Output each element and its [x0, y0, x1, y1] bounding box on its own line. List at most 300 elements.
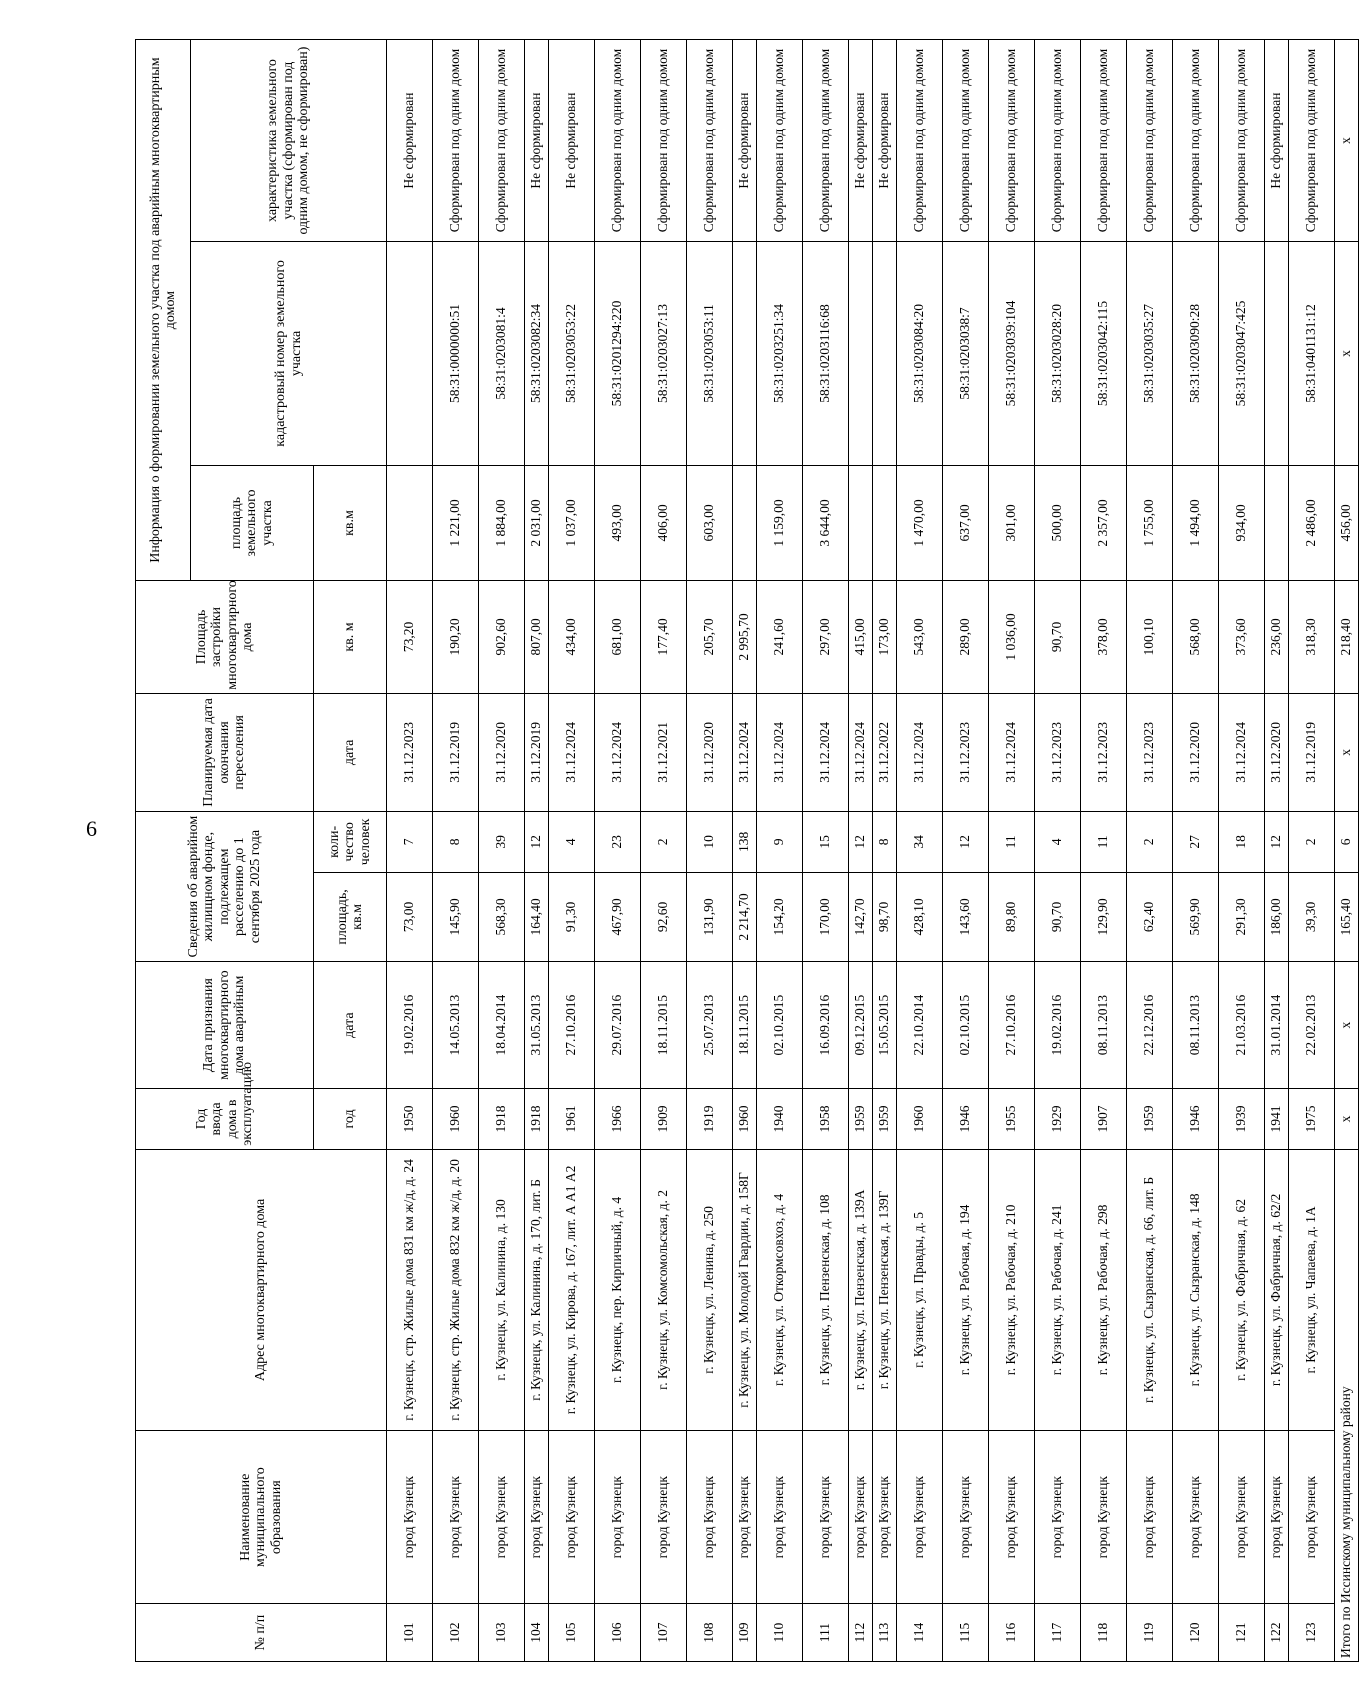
- row-year: 1960: [897, 1089, 943, 1150]
- row-year: 1960: [733, 1089, 757, 1150]
- row-land-char: Не сформирован: [1265, 40, 1289, 242]
- row-build-area: 373,60: [1219, 581, 1265, 694]
- row-resettle-date: 31.12.2024: [733, 693, 757, 811]
- row-fund-people: 12: [849, 812, 873, 873]
- table-body: [387, 40, 1359, 1662]
- table-row: [943, 40, 989, 1662]
- row-municipality: город Кузнецк: [595, 1431, 641, 1604]
- row-fund-people: 4: [1035, 812, 1081, 873]
- row-municipality: город Кузнецк: [1265, 1431, 1289, 1604]
- table-row: [433, 40, 479, 1662]
- row-year: 1907: [1081, 1089, 1127, 1150]
- row-build-area: 100,10: [1127, 581, 1173, 694]
- header-fund-people: коли-чество человек: [314, 812, 387, 873]
- table-row: [849, 40, 873, 1662]
- row-recog-date: 18.04.2014: [479, 962, 525, 1089]
- row-municipality: город Кузнецк: [943, 1431, 989, 1604]
- row-address: г. Кузнецк, ул. Рабочая, д. 194: [943, 1149, 989, 1430]
- row-land-char: Сформирован под одним домом: [479, 40, 525, 242]
- rotated-table-container: [135, 39, 1354, 1662]
- row-recog-date: 08.11.2013: [1173, 962, 1219, 1089]
- row-cadastral: 58:31:0203039:104: [989, 242, 1035, 466]
- row-year: 1959: [1127, 1089, 1173, 1150]
- row-year: 1959: [873, 1089, 897, 1150]
- row-fund-area: 145,90: [433, 872, 479, 961]
- row-land-char: Не сформирован: [387, 40, 433, 242]
- row-resettle-date: 31.12.2020: [687, 693, 733, 811]
- row-year: 1929: [1035, 1089, 1081, 1150]
- header-municipality: Наименование муниципального образования: [136, 1431, 387, 1604]
- row-cadastral: [733, 242, 757, 466]
- row-fund-people: 18: [1219, 812, 1265, 873]
- row-cadastral: [873, 242, 897, 466]
- row-land-char: Сформирован под одним домом: [1127, 40, 1173, 242]
- row-land-char: Сформирован под одним домом: [1081, 40, 1127, 242]
- table-header: [136, 40, 387, 1662]
- header-fund-group: Сведения об аварийном жилищном фонде, подлежащем расселению до 1 сентября 2025 года: [136, 812, 314, 962]
- row-cadastral: 58:31:0203251:34: [757, 242, 803, 466]
- row-resettle-date: 31.12.2023: [943, 693, 989, 811]
- row-land-area: 1 159,00: [757, 465, 803, 580]
- row-year: 1946: [943, 1089, 989, 1150]
- row-cadastral: 58:31:0203053:11: [687, 242, 733, 466]
- row-fund-people: 23: [595, 812, 641, 873]
- row-cadastral: 58:31:0203038:7: [943, 242, 989, 466]
- row-resettle-date: 31.12.2022: [873, 693, 897, 811]
- row-fund-people: 2: [1289, 812, 1335, 873]
- row-address: г. Кузнецк, ул. Калинина, д. 170, лит. Б: [525, 1149, 549, 1430]
- row-land-area: 637,00: [943, 465, 989, 580]
- row-fund-area: 142,70: [849, 872, 873, 961]
- row-address: г. Кузнецк, ул. Рабочая, д. 241: [1035, 1149, 1081, 1430]
- row-land-area: [387, 465, 433, 580]
- row-recog-date: 21.03.2016: [1219, 962, 1265, 1089]
- row-municipality: город Кузнецк: [803, 1431, 849, 1604]
- row-fund-area: 569,90: [1173, 872, 1219, 961]
- row-fund-area: 428,10: [897, 872, 943, 961]
- total-char: х: [1335, 40, 1359, 242]
- row-fund-people: 15: [803, 812, 849, 873]
- row-address: г. Кузнецк, ул. Калинина, д. 130: [479, 1149, 525, 1430]
- row-municipality: город Кузнецк: [479, 1431, 525, 1604]
- row-build-area: 902,60: [479, 581, 525, 694]
- row-recog-date: 18.11.2015: [733, 962, 757, 1089]
- row-address: г. Кузнецк, ул. Ленина, д. 250: [687, 1149, 733, 1430]
- row-num: 111: [803, 1604, 849, 1662]
- header-recog-date: дата: [314, 962, 387, 1089]
- row-year: 1941: [1265, 1089, 1289, 1150]
- row-num: 103: [479, 1604, 525, 1662]
- row-build-area: 434,00: [549, 581, 595, 694]
- total-recog: х: [1335, 962, 1359, 1089]
- row-land-char: Сформирован под одним домом: [757, 40, 803, 242]
- row-recog-date: 19.02.2016: [387, 962, 433, 1089]
- page-number: 6: [86, 816, 97, 841]
- row-municipality: город Кузнецк: [733, 1431, 757, 1604]
- row-build-area: 1 036,00: [989, 581, 1035, 694]
- row-land-char: Не сформирован: [849, 40, 873, 242]
- table-row: [1265, 40, 1289, 1662]
- row-fund-area: 98,70: [873, 872, 897, 961]
- row-num: 119: [1127, 1604, 1173, 1662]
- total-label: Итого по Иссинскому муниципальному району: [1335, 1149, 1359, 1661]
- row-num: 112: [849, 1604, 873, 1662]
- row-address: г. Кузнецк, ул. Откормсовхоз, д. 4: [757, 1149, 803, 1430]
- row-land-char: Сформирован под одним домом: [1219, 40, 1265, 242]
- row-cadastral: [387, 242, 433, 466]
- housing-table: [135, 39, 1359, 1662]
- row-num: 114: [897, 1604, 943, 1662]
- row-year: 1918: [479, 1089, 525, 1150]
- row-recog-date: 22.10.2014: [897, 962, 943, 1089]
- row-municipality: город Кузнецк: [989, 1431, 1035, 1604]
- row-fund-area: 73,00: [387, 872, 433, 961]
- row-land-char: Не сформирован: [733, 40, 757, 242]
- row-fund-area: 291,30: [1219, 872, 1265, 961]
- row-build-area: 568,00: [1173, 581, 1219, 694]
- row-build-area: 190,20: [433, 581, 479, 694]
- row-recog-date: 15.05.2015: [873, 962, 897, 1089]
- row-fund-people: 10: [687, 812, 733, 873]
- row-address: г. Кузнецк, ул. Кирова, д. 167, лит. А А1 А2: [549, 1149, 595, 1430]
- header-resettle-group: Планируемая дата окончания переселения: [136, 693, 314, 811]
- row-land-area: 1 494,00: [1173, 465, 1219, 580]
- row-land-char: Сформирован под одним домом: [803, 40, 849, 242]
- row-resettle-date: 31.12.2023: [1127, 693, 1173, 811]
- row-build-area: 543,00: [897, 581, 943, 694]
- row-address: г. Кузнецк, пер. Кирпичный, д. 4: [595, 1149, 641, 1430]
- row-fund-people: 12: [525, 812, 549, 873]
- table-row: [1173, 40, 1219, 1662]
- table-row: [1081, 40, 1127, 1662]
- row-municipality: город Кузнецк: [525, 1431, 549, 1604]
- row-num: 122: [1265, 1604, 1289, 1662]
- row-num: 116: [989, 1604, 1035, 1662]
- row-land-area: 3 644,00: [803, 465, 849, 580]
- header-fund-area: площадь, кв.м: [314, 872, 387, 961]
- row-year: 1958: [803, 1089, 849, 1150]
- row-resettle-date: 31.12.2019: [433, 693, 479, 811]
- row-recog-date: 25.07.2013: [687, 962, 733, 1089]
- row-cadastral: [1265, 242, 1289, 466]
- row-fund-area: 90,70: [1035, 872, 1081, 961]
- row-cadastral: 58:31:0203082:34: [525, 242, 549, 466]
- row-land-area: 1 884,00: [479, 465, 525, 580]
- row-land-area: 1 221,00: [433, 465, 479, 580]
- table-row: [641, 40, 687, 1662]
- row-fund-area: 131,90: [687, 872, 733, 961]
- row-resettle-date: 31.12.2023: [1081, 693, 1127, 811]
- row-resettle-date: 31.12.2024: [757, 693, 803, 811]
- row-recog-date: 22.12.2016: [1127, 962, 1173, 1089]
- table-row: [595, 40, 641, 1662]
- row-cadastral: 58:31:0203027:13: [641, 242, 687, 466]
- row-land-area: [849, 465, 873, 580]
- row-num: 102: [433, 1604, 479, 1662]
- table-row: [1219, 40, 1265, 1662]
- row-municipality: город Кузнецк: [1035, 1431, 1081, 1604]
- row-address: г. Кузнецк, стр. Жилые дома 831 км ж/д, д. 24: [387, 1149, 433, 1430]
- row-fund-area: 92,60: [641, 872, 687, 961]
- row-land-area: 934,00: [1219, 465, 1265, 580]
- row-fund-area: 568,30: [479, 872, 525, 961]
- row-land-area: 2 357,00: [1081, 465, 1127, 580]
- row-land-char: Не сформирован: [549, 40, 595, 242]
- row-build-area: 415,00: [849, 581, 873, 694]
- row-cadastral: [849, 242, 873, 466]
- row-municipality: город Кузнецк: [1127, 1431, 1173, 1604]
- row-build-area: 807,00: [525, 581, 549, 694]
- row-recog-date: 19.02.2016: [1035, 962, 1081, 1089]
- row-fund-area: 186,00: [1265, 872, 1289, 961]
- row-fund-people: 27: [1173, 812, 1219, 873]
- table-row: [549, 40, 595, 1662]
- row-recog-date: 27.10.2016: [989, 962, 1035, 1089]
- row-build-area: 318,30: [1289, 581, 1335, 694]
- row-municipality: город Кузнецк: [641, 1431, 687, 1604]
- total-land: 456,00: [1335, 465, 1359, 580]
- row-recog-date: 09.12.2015: [849, 962, 873, 1089]
- row-recog-date: 31.01.2014: [1265, 962, 1289, 1089]
- table-row: [1127, 40, 1173, 1662]
- row-year: 1961: [549, 1089, 595, 1150]
- table-row: [989, 40, 1035, 1662]
- header-num: № п/п: [136, 1604, 387, 1662]
- row-build-area: 681,00: [595, 581, 641, 694]
- row-land-area: [873, 465, 897, 580]
- row-num: 101: [387, 1604, 433, 1662]
- row-build-area: 289,00: [943, 581, 989, 694]
- row-land-area: 493,00: [595, 465, 641, 580]
- table-row: [757, 40, 803, 1662]
- row-resettle-date: 31.12.2021: [641, 693, 687, 811]
- row-cadastral: 58:31:0203035:27: [1127, 242, 1173, 466]
- row-fund-people: 34: [897, 812, 943, 873]
- row-land-area: 1 037,00: [549, 465, 595, 580]
- row-municipality: город Кузнецк: [1219, 1431, 1265, 1604]
- row-recog-date: 02.10.2015: [757, 962, 803, 1089]
- row-recog-date: 16.09.2016: [803, 962, 849, 1089]
- row-resettle-date: 31.12.2024: [549, 693, 595, 811]
- row-year: 1959: [849, 1089, 873, 1150]
- row-recog-date: 18.11.2015: [641, 962, 687, 1089]
- row-fund-area: 170,00: [803, 872, 849, 961]
- row-resettle-date: 31.12.2024: [989, 693, 1035, 811]
- row-fund-area: 39,30: [1289, 872, 1335, 961]
- row-year: 1919: [687, 1089, 733, 1150]
- row-municipality: город Кузнецк: [897, 1431, 943, 1604]
- row-fund-area: 91,30: [549, 872, 595, 961]
- row-municipality: город Кузнецк: [387, 1431, 433, 1604]
- row-land-char: Сформирован под одним домом: [433, 40, 479, 242]
- row-num: 120: [1173, 1604, 1219, 1662]
- row-year: 1960: [433, 1089, 479, 1150]
- row-build-area: 173,00: [873, 581, 897, 694]
- table-row: [525, 40, 549, 1662]
- row-fund-area: 467,90: [595, 872, 641, 961]
- row-build-area: 205,70: [687, 581, 733, 694]
- row-municipality: город Кузнецк: [549, 1431, 595, 1604]
- table-row: [733, 40, 757, 1662]
- row-resettle-date: 31.12.2023: [387, 693, 433, 811]
- row-address: г. Кузнецк, ул. Пензенская, д. 108: [803, 1149, 849, 1430]
- header-land-char: характеристика земельного участка (сформирован под одним домом, не сформирован): [191, 40, 387, 242]
- row-address: г. Кузнецк, ул. Фабричная, д. 62: [1219, 1149, 1265, 1430]
- row-num: 115: [943, 1604, 989, 1662]
- row-municipality: город Кузнецк: [873, 1431, 897, 1604]
- table-row: [897, 40, 943, 1662]
- row-resettle-date: 31.12.2024: [1219, 693, 1265, 811]
- row-address: г. Кузнецк, ул. Рабочая, д. 298: [1081, 1149, 1127, 1430]
- row-municipality: город Кузнецк: [849, 1431, 873, 1604]
- table-row: [387, 40, 433, 1662]
- header-land-area-group: площадь земельного участка: [191, 465, 314, 580]
- row-num: 105: [549, 1604, 595, 1662]
- row-fund-area: 62,40: [1127, 872, 1173, 961]
- row-land-area: 1 470,00: [897, 465, 943, 580]
- row-year: 1909: [641, 1089, 687, 1150]
- row-cadastral: 58:31:0401131:12: [1289, 242, 1335, 466]
- row-resettle-date: 31.12.2024: [897, 693, 943, 811]
- row-land-char: Сформирован под одним домом: [1289, 40, 1335, 242]
- table-row: [803, 40, 849, 1662]
- row-municipality: город Кузнецк: [1173, 1431, 1219, 1604]
- header-land-area-unit: кв.м: [314, 465, 387, 580]
- row-fund-people: 12: [1265, 812, 1289, 873]
- row-address: г. Кузнецк, ул. Сызранская, д. 148: [1173, 1149, 1219, 1430]
- row-build-area: 378,00: [1081, 581, 1127, 694]
- row-resettle-date: 31.12.2020: [479, 693, 525, 811]
- row-fund-area: 129,90: [1081, 872, 1127, 961]
- row-fund-people: 8: [873, 812, 897, 873]
- row-land-area: 406,00: [641, 465, 687, 580]
- total-area: 165,40: [1335, 872, 1359, 961]
- row-cadastral: 58:31:0203081:4: [479, 242, 525, 466]
- row-land-area: 1 755,00: [1127, 465, 1173, 580]
- row-fund-people: 2: [1127, 812, 1173, 873]
- row-num: 104: [525, 1604, 549, 1662]
- table-row: [687, 40, 733, 1662]
- header-build-unit: кв. м: [314, 581, 387, 694]
- row-num: 106: [595, 1604, 641, 1662]
- row-fund-people: 12: [943, 812, 989, 873]
- header-cadastral: кадастровый номер земельного участка: [191, 242, 387, 466]
- row-land-char: Не сформирован: [873, 40, 897, 242]
- table-row: [873, 40, 897, 1662]
- row-fund-people: 11: [1081, 812, 1127, 873]
- row-address: г. Кузнецк, ул. Фабричная, д. 62/2: [1265, 1149, 1289, 1430]
- table-row: [1035, 40, 1081, 1662]
- row-resettle-date: 31.12.2019: [1289, 693, 1335, 811]
- row-cadastral: 58:31:0201294:220: [595, 242, 641, 466]
- total-resettle: х: [1335, 693, 1359, 811]
- total-build: 218,40: [1335, 581, 1359, 694]
- total-cad: х: [1335, 242, 1359, 466]
- row-land-area: 2 486,00: [1289, 465, 1335, 580]
- row-cadastral: 58:31:0203090:28: [1173, 242, 1219, 466]
- row-land-char: Сформирован под одним домом: [943, 40, 989, 242]
- row-build-area: 177,40: [641, 581, 687, 694]
- row-build-area: 297,00: [803, 581, 849, 694]
- row-resettle-date: 31.12.2020: [1265, 693, 1289, 811]
- row-build-area: 241,60: [757, 581, 803, 694]
- row-fund-people: 11: [989, 812, 1035, 873]
- row-municipality: город Кузнецк: [1289, 1431, 1335, 1604]
- row-build-area: 90,70: [1035, 581, 1081, 694]
- row-address: г. Кузнецк, ул. Сызранская, д. 66, лит. Б: [1127, 1149, 1173, 1430]
- row-cadastral: 58:31:0203084:20: [897, 242, 943, 466]
- row-address: г. Кузнецк, ул. Молодой Гвардии, д. 158Г: [733, 1149, 757, 1430]
- row-resettle-date: 31.12.2019: [525, 693, 549, 811]
- total-year: х: [1335, 1089, 1359, 1150]
- row-build-area: 236,00: [1265, 581, 1289, 694]
- row-land-char: Сформирован под одним домом: [687, 40, 733, 242]
- row-year: 1955: [989, 1089, 1035, 1150]
- row-address: г. Кузнецк, ул. Чапаева, д. 1А: [1289, 1149, 1335, 1430]
- row-address: г. Кузнецк, ул. Пензенская, д. 139А: [849, 1149, 873, 1430]
- row-fund-people: 9: [757, 812, 803, 873]
- row-land-char: Сформирован под одним домом: [595, 40, 641, 242]
- row-num: 117: [1035, 1604, 1081, 1662]
- row-cadastral: 58:31:0203042:115: [1081, 242, 1127, 466]
- row-cadastral: 58:31:0203116:68: [803, 242, 849, 466]
- row-fund-people: 4: [549, 812, 595, 873]
- row-recog-date: 08.11.2013: [1081, 962, 1127, 1089]
- row-municipality: город Кузнецк: [687, 1431, 733, 1604]
- header-address: Адрес многоквартирного дома: [136, 1149, 387, 1430]
- row-num: 121: [1219, 1604, 1265, 1662]
- row-land-area: 500,00: [1035, 465, 1081, 580]
- row-land-area: [1265, 465, 1289, 580]
- row-num: 118: [1081, 1604, 1127, 1662]
- row-year: 1975: [1289, 1089, 1335, 1150]
- row-municipality: город Кузнецк: [757, 1431, 803, 1604]
- row-fund-people: 2: [641, 812, 687, 873]
- row-resettle-date: 31.12.2024: [595, 693, 641, 811]
- row-land-char: Не сформирован: [525, 40, 549, 242]
- row-num: 113: [873, 1604, 897, 1662]
- row-address: г. Кузнецк, ул. Рабочая, д. 210: [989, 1149, 1035, 1430]
- row-cadastral: 58:31:0203028:20: [1035, 242, 1081, 466]
- header-resettle-date: дата: [314, 693, 387, 811]
- row-year: 1940: [757, 1089, 803, 1150]
- row-land-char: Сформирован под одним домом: [1035, 40, 1081, 242]
- row-build-area: 73,20: [387, 581, 433, 694]
- row-num: 123: [1289, 1604, 1335, 1662]
- table-row: [1289, 40, 1335, 1662]
- row-land-char: Сформирован под одним домом: [897, 40, 943, 242]
- row-fund-area: 164,40: [525, 872, 549, 961]
- row-recog-date: 27.10.2016: [549, 962, 595, 1089]
- row-recog-date: 02.10.2015: [943, 962, 989, 1089]
- row-fund-area: 2 214,70: [733, 872, 757, 961]
- row-cadastral: 58:31:0000000:51: [433, 242, 479, 466]
- header-year-group: Год ввода дома в эксплуатацию: [136, 1089, 314, 1150]
- row-num: 107: [641, 1604, 687, 1662]
- row-year: 1918: [525, 1089, 549, 1150]
- row-recog-date: 22.02.2013: [1289, 962, 1335, 1089]
- row-fund-area: 89,80: [989, 872, 1035, 961]
- row-municipality: город Кузнецк: [1081, 1431, 1127, 1604]
- row-fund-area: 143,60: [943, 872, 989, 961]
- header-build-group: Площадь застройки многоквартирного дома: [136, 581, 314, 694]
- table-row: [479, 40, 525, 1662]
- row-fund-area: 154,20: [757, 872, 803, 961]
- row-land-area: [733, 465, 757, 580]
- row-resettle-date: 31.12.2024: [849, 693, 873, 811]
- row-address: г. Кузнецк, стр. Жилые дома 832 км ж/д, д. 20: [433, 1149, 479, 1430]
- row-municipality: город Кузнецк: [433, 1431, 479, 1604]
